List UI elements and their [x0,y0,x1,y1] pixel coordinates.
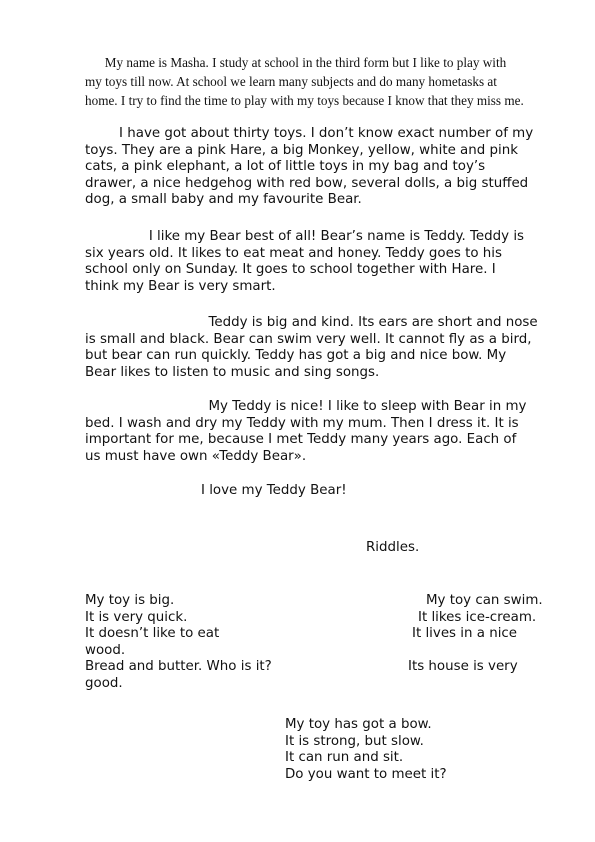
big-kind-line: Bear likes to listen to music and sing songs. [85,364,380,380]
riddle-one-line: Bread and butter. Who is it? [85,659,272,675]
riddle-two-text: It likes ice-cream. [418,609,537,625]
riddle-one-line: It doesn’t like to eat [85,626,220,642]
intro-line: home. I try to find the time to play with my toys because I know that they miss me. [85,93,524,108]
toys-line: dog, a small baby and my favourite Bear. [85,192,362,208]
nice-line: bed. I wash and dry my Teddy with my mum. Then I dress it. It is [85,415,519,431]
riddle-two-line-1 [426,593,543,610]
intro-paragraph [85,53,524,110]
love-line [201,483,347,500]
riddle-two-line-4 [408,659,518,676]
big-kind-line: is small and black. Bear can swim very well. It cannot fly as a bird, [85,331,532,347]
riddle-two-text: My toy can swim. [426,593,543,608]
big-kind-paragraph [85,315,538,381]
riddle-three-line: My toy has got a bow. [285,717,432,732]
nice-line: us must have own «Teddy Bear». [85,448,307,464]
toys-line: I have got about thirty toys. I don’t know exact number of my [85,126,534,141]
toys-line: toys. They are a pink Hare, a big Monkey, yellow, white and pink [85,142,518,158]
toys-line: cats, a pink elephant, a lot of little toys in my bag and toy’s [85,159,486,175]
bear-line: school only on Sunday. It goes to school together with Hare. I [85,262,496,278]
riddles-heading-text: Riddles. [366,540,420,555]
bear-line: I like my Bear best of all! Bear’s name is Teddy. Teddy is [85,229,525,244]
riddle-two-line-3 [412,626,517,643]
bear-line: think my Bear is very smart. [85,278,276,294]
nice-line: important for me, because I met Teddy many years ago. Each of [85,432,517,448]
nice-paragraph [85,399,526,465]
riddle-three [285,717,447,783]
nice-line: My Teddy is nice! I like to sleep with Bear in my [85,399,527,414]
riddle-one-line: wood. [85,642,126,658]
bear-line: six years old. It likes to eat meat and honey. Teddy goes to his [85,245,502,261]
riddle-two-line-2 [418,610,536,627]
riddle-two-text: It lives in a nice [412,626,518,642]
riddle-three-line: It can run and sit. [285,750,404,766]
riddle-one [85,593,272,693]
riddle-three-line: Do you want to meet it? [285,766,447,782]
toys-line: drawer, a nice hedgehog with red bow, several dolls, a big stuffed [85,175,529,191]
big-kind-line: but bear can run quickly. Teddy has got a big and nice bow. My [85,348,507,364]
riddle-one-line: My toy is big. [85,593,175,608]
toys-paragraph [85,126,533,209]
riddle-three-line: It is strong, but slow. [285,733,424,749]
intro-line: My name is Masha. I study at school in the third form but I like to play with [85,55,507,70]
riddles-heading [366,540,419,557]
bear-paragraph [85,229,524,295]
riddle-one-line: It is very quick. [85,609,188,625]
intro-line: my toys till now. At school we learn many subjects and do many hometasks at [85,74,497,89]
riddle-two-text: Its house is very [408,659,518,675]
big-kind-line: Teddy is big and kind. Its ears are short and nose [85,315,538,330]
love-text: I love my Teddy Bear! [201,483,347,498]
riddle-one-line: good. [85,675,123,691]
